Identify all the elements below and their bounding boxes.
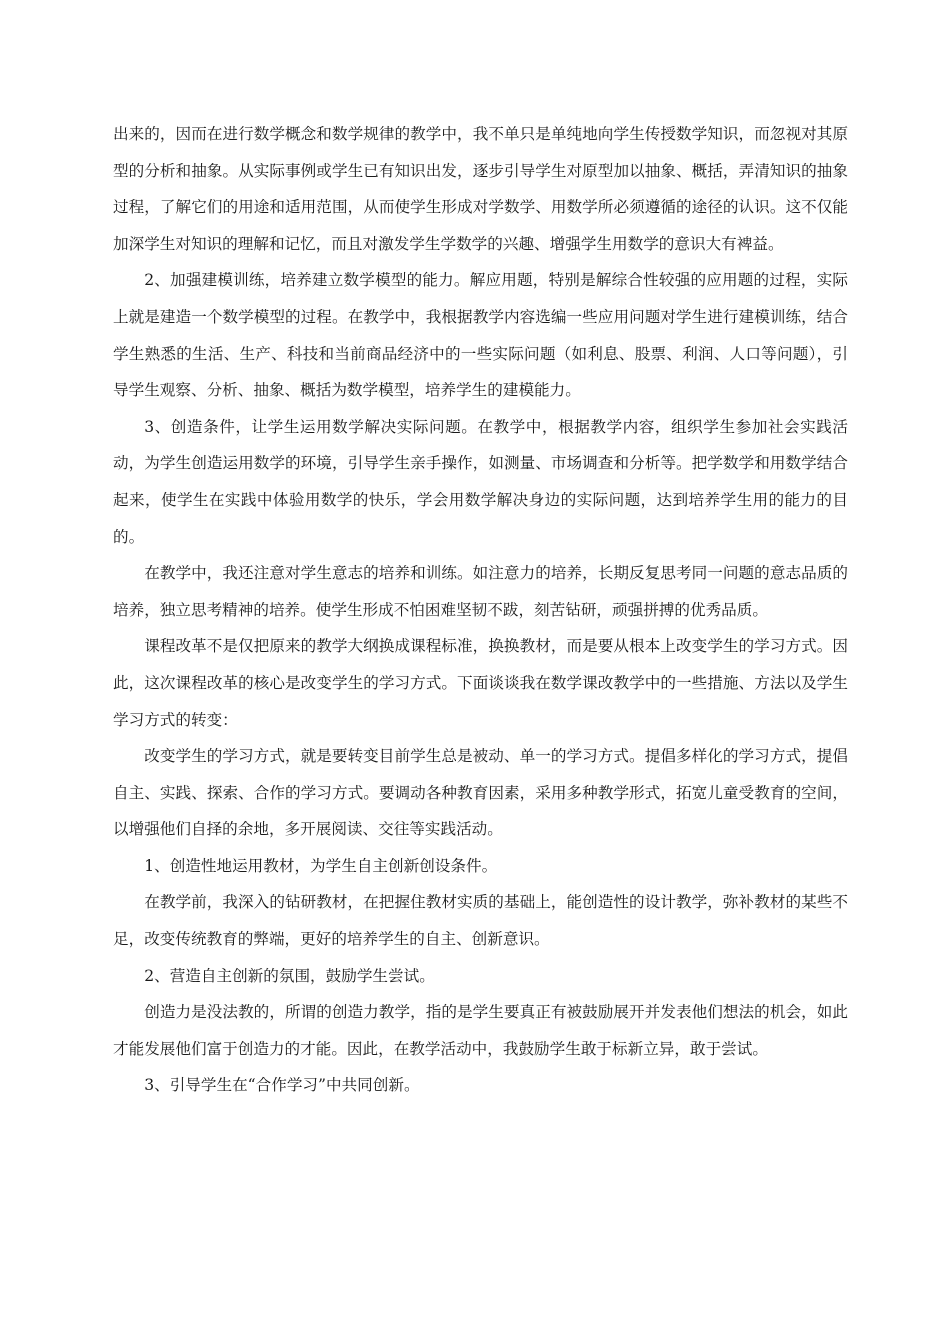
paragraph-before-teaching: 在教学前，我深入的钻研教材，在把握住教材实质的基础上，能创造性的设计教学，弥补教材的某些不足，改变传统教育的弊端，更好的培养学生的自主、创新意识。	[113, 893, 848, 949]
document-page	[113, 116, 848, 1104]
paragraph-continuation: 出来的，因而在进行数学概念和数学规律的教学中，我不单只是单纯地向学生传授数学知识，而忽视对其原型的分析和抽象。从实际事例或学生已有知识出发，逐步引导学生对原型加以抽象、概括，弄清知识的抽象过程，了解它们的用途和适用范围，从而使学生形成对学数学、用数学所必须遵循的途径的认识。这不仅能加深学生对知识的理解和记忆，而且对激发学生学数学的兴趣、增强学生用数学的意识大有裨益。	[113, 125, 848, 253]
heading-create-atmosphere: 2、营造自主创新的氛围，鼓励学生尝试。	[144, 966, 435, 985]
paragraph-creativity: 创造力是没法教的，所谓的创造力教学，指的是学生要真正有被鼓励展开并发表他们想法的机会，如此才能发展他们富于创造力的才能。因此，在教学活动中，我鼓励学生敢于标新立异，敢于尝试。	[113, 1003, 848, 1058]
paragraph-create-conditions: 3、创造条件，让学生运用数学解决实际问题。在教学中，根据教学内容，组织学生参加社会实践活动，为学生创造运用数学的环境，引导学生亲手操作，如测量、市场调查和分析等。把学数学和用数学结合起来，使学生在实践中体验用数学的快乐，学会用数学解决身边的实际问题，达到培养学生用的能力的目的。	[113, 417, 848, 546]
heading-cooperative-learning: 3、引导学生在“合作学习”中共同创新。	[144, 1076, 420, 1095]
paragraph-will-training: 在教学中，我还注意对学生意志的培养和训练。如注意力的培养，长期反复思考同一问题的意志品质的培养，独立思考精神的培养。使学生形成不怕困难坚韧不跋，刻苦钻研，顽强拼搏的优秀品质。	[113, 564, 848, 619]
paragraph-modeling-training: 2、加强建模训练，培养建立数学模型的能力。解应用题，特别是解综合性较强的应用题的过程，实际上就是建造一个数学模型的过程。在教学中，我根据教学内容选编一些应用问题对学生进行建模训练，结合学生熟悉的生活、生产、科技和当前商品经济中的一些实际问题（如利息、股票、利润、人口等问题），引导学生观察、分析、抽象、概括为数学模型，培养学生的建模能力。	[113, 271, 848, 400]
paragraph-curriculum-reform: 课程改革不是仅把原来的教学大纲换成课程标准，换换教材，而是要从根本上改变学生的学习方式。因此，这次课程改革的核心是改变学生的学习方式。下面谈谈我在数学课改教学中的一些措施、方法以及学生学习方式的转变：	[113, 637, 848, 729]
heading-creative-use-of-textbook: 1、创造性地运用教材，为学生自主创新创设条件。	[144, 856, 498, 875]
paragraph-learning-style: 改变学生的学习方式，就是要转变目前学生总是被动、单一的学习方式。提倡多样化的学习方式，提倡自主、实践、探索、合作的学习方式。要调动各种教育因素，采用多种教学形式，拓宽儿童受教育的空间，以增强他们自择的余地，多开展阅读、交往等实践活动。	[113, 747, 848, 839]
